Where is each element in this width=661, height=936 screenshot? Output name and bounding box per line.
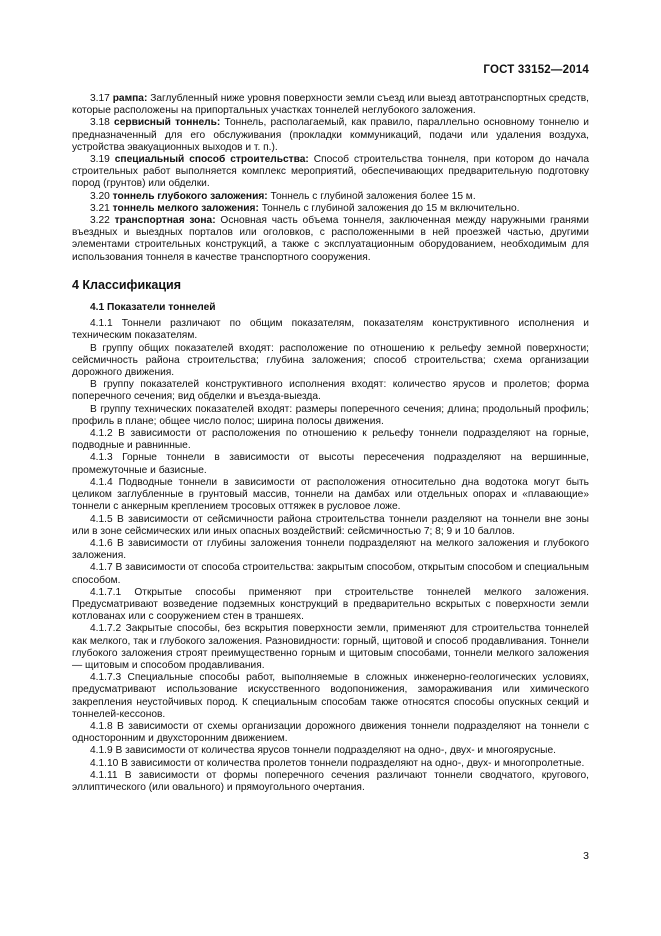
body-paragraph: 4.1.4 Подводные тоннели в зависимости от расположения относительно дна водотока могут быть целиком заглубленные в грунтовый массив, тоннели на дамбах или отдельных опорах и «плавающие» тоннели с анкерным креплением тросовых оттяжек в русловое ложе. bbox=[72, 476, 589, 513]
definition-paragraph bbox=[72, 154, 589, 191]
body-paragraph: 4.1.7 В зависимости от способа строительства: закрытым способом, открытым способом и специальным способом. bbox=[72, 562, 589, 586]
definition-paragraph bbox=[72, 117, 589, 154]
definition-term: транспортная зона: bbox=[114, 215, 216, 227]
body-paragraph: 4.1.5 В зависимости от сейсмичности района строительства тоннели разделяют на тоннели вне зоны или в зоне сейсмических или иных опасных воздействий: сейсмичностью 7; 8; 9 и 10 баллов. bbox=[72, 513, 589, 537]
body-paragraph: 4.1.3 Горные тоннели в зависимости от высоты пересечения подразделяют на вершинные, промежуточные и базисные. bbox=[72, 452, 589, 476]
definition-paragraph bbox=[72, 93, 589, 117]
body-paragraph: 4.1.9 В зависимости от количества ярусов тоннели подразделяют на одно-, двух- и многоярусные. bbox=[90, 745, 556, 757]
document-header: ГОСТ 33152—2014 bbox=[483, 64, 589, 76]
definition-text: Основная часть объема тоннеля, заключенная между наружными гранями въездных и выездных порталов или оголовков, с расположенными в ней проезжей частью, другими элементами строительных конструкций, а также с эксплуатационным оборудованием, необходимым для использования тоннеля в качестве транспортного сооружения. bbox=[72, 215, 589, 263]
body-paragraph: 4.1.8 В зависимости от схемы организации дорожного движения тоннели подразделяют на тоннели с односторонним и двухсторонним движением. bbox=[72, 720, 589, 745]
body-paragraph: 4.1.11 В зависимости от формы поперечного сечения различают тоннели сводчатого, кругового, эллиптического (или овального) и прямоугольного очертания. bbox=[72, 769, 589, 793]
section-title: 4 Классификация bbox=[72, 277, 182, 292]
body-paragraph: 4.1.10 В зависимости от количества пролетов тоннели подразделяют на одно-, двух- и многопролетные. bbox=[90, 757, 585, 769]
body-paragraph: В группу общих показателей входят: расположение по отношению к рельефу земной поверхности; сейсмичность района строительства; глубина заложения; способ строительства; схема организации дорожного движения. bbox=[72, 342, 589, 379]
paragraphs-list bbox=[72, 318, 589, 794]
definition-number: 3.22 bbox=[90, 215, 110, 227]
definition-number: 3.18 bbox=[90, 117, 110, 129]
definition-paragraph bbox=[72, 203, 589, 215]
body-paragraph: В группу технических показателей входят: размеры поперечного сечения; длина; продольный профиль; профиль в плане; общее число полос; ширина полосы движения. bbox=[72, 403, 589, 427]
definition-term: тоннель мелкого заложения: bbox=[112, 202, 259, 214]
definition-number: 3.17 bbox=[90, 93, 110, 104]
subsection-title: 4.1 Показатели тоннелей bbox=[90, 302, 216, 314]
body-paragraph: 4.1.7.3 Специальные способы работ, выполняемые в сложных инженерно-геологических условиях, предусматривают использование искусственного водопонижения, замораживания или химического закрепления неустойчивых пород. К специальным способам также относятся способы опускных секций и тоннелей-кессонов. bbox=[72, 672, 589, 720]
definition-text: Тоннель с глубиной заложения до 15 м включительно. bbox=[261, 202, 520, 214]
definition-paragraph bbox=[72, 215, 589, 264]
definition-number: 3.20 bbox=[90, 190, 110, 202]
body-paragraph: В группу показателей конструктивного исполнения входят: количество ярусов и пролетов; форма поперечного сечения; вид обделки и въезда-выезда. bbox=[72, 379, 589, 403]
definition-term: специальный способ строительства: bbox=[114, 154, 309, 166]
page-number: 3 bbox=[583, 850, 589, 862]
body-paragraph: 4.1.1 Тоннели различают по общим показателям, показателям конструктивного исполнения и техническим показателям. bbox=[72, 318, 589, 342]
definitions-list bbox=[72, 93, 589, 264]
definition-text: Тоннель с глубиной заложения более 15 м. bbox=[270, 190, 476, 202]
body-paragraph: 4.1.7.1 Открытые способы применяют при строительстве тоннелей мелкого заложения. Предусматривают возведение подземных конструкций в предварительно вскрытых с поверхности земли котлованах или с сооружением стен в траншеях. bbox=[72, 586, 589, 623]
definition-text: Заглубленный ниже уровня поверхности земли съезд или выезд автотранспортных средств, которые расположены на припортальных участках тоннелей неглубокого заложения. bbox=[72, 93, 589, 117]
definition-text: Способ строительства тоннеля, при котором до начала строительных работ выполняется комплекс мероприятий, обеспечивающих предварительную подготовку пород (грунтов) или обделки. bbox=[72, 154, 589, 190]
body-paragraph: 4.1.7.2 Закрытые способы, без вскрытия поверхности земли, применяют для строительства тоннелей как мелкого, так и глубокого заложения. Разновидности: горный, щитовой и способ продавливания. Тоннели глубокого заложения строят преимущественно горным и щитовым способами, тоннели мелкого заложения — щитовым и способом продавливания. bbox=[72, 623, 589, 671]
body-paragraph: 4.1.6 В зависимости от глубины заложения тоннели подразделяют на мелкого заложения и глубокого заложения. bbox=[72, 537, 589, 562]
definition-text: Тоннель, располагаемый, как правило, параллельно основному тоннелю и предназначенный для его обслуживания (прокладки коммуникаций, подачи или удаления воздуха, устройства эвакуационных выходов и т. п.). bbox=[72, 117, 589, 153]
definition-number: 3.19 bbox=[90, 154, 110, 166]
document-body bbox=[72, 93, 589, 794]
definition-term: сервисный тоннель: bbox=[114, 117, 221, 129]
definition-term: рампа: bbox=[112, 93, 148, 104]
definition-term: тоннель глубокого заложения: bbox=[112, 190, 268, 202]
body-paragraph: 4.1.2 В зависимости от расположения по отношению к рельефу тоннели подразделяют на горные, подводные и равнинные. bbox=[72, 428, 589, 452]
definition-paragraph bbox=[72, 191, 589, 203]
definition-number: 3.21 bbox=[90, 202, 110, 214]
